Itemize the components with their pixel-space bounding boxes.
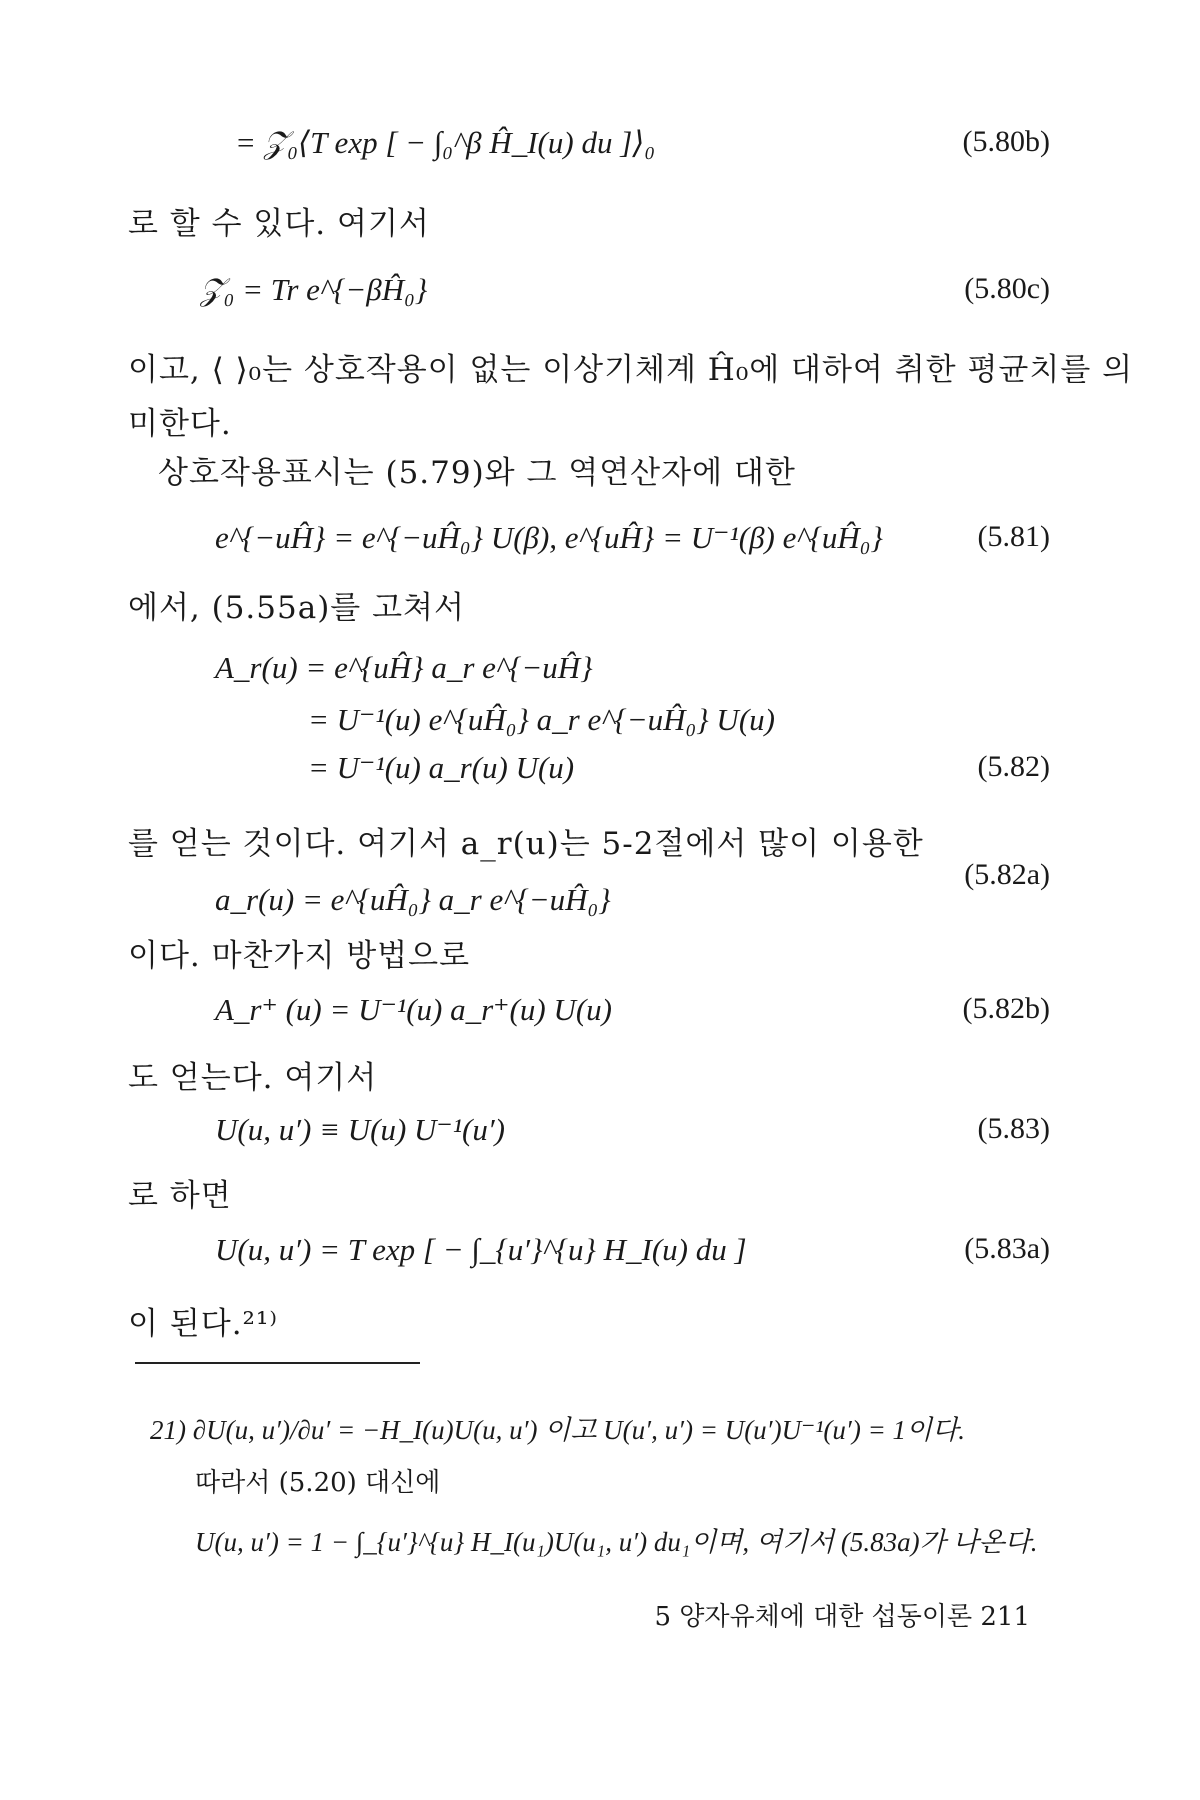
equation-number: (5.80c) [964,272,1050,305]
equation-5-82b: A_r⁺ (u) = U⁻¹(u) a_r⁺(u) U(u) [215,992,612,1027]
footnote-line-1: 21) ∂U(u, u′)/∂u′ = −H_I(u)U(u, u′) 이고 U(u′, u′) = U(u′)U⁻¹(u′) = 1이다. [150,1415,965,1445]
text-line: 를 얻는 것이다. 여기서 a_r(u)는 5-2절에서 많이 이용한 [128,826,924,862]
equation-number: (5.82a) [964,858,1050,891]
text-line: 미한다. [128,406,232,442]
equation-number: (5.82b) [962,992,1050,1025]
equation-number: (5.81) [977,520,1050,553]
footnote-line-3: U(u, u′) = 1 − ∫_{u′}^{u} H_I(u₁)U(u₁, u′) du₁이며, 여기서 (5.83a)가 나온다. [195,1527,1038,1557]
equation-5-81: e^{−uĤ} = e^{−uĤ₀} U(β), e^{uĤ} = U⁻¹(β) e^{uĤ₀} [215,520,883,555]
page-footer: 5 양자유체에 대한 섭동이론 211 [654,1602,1030,1632]
equation-number: (5.83) [977,1112,1050,1145]
equation-number: (5.83a) [964,1232,1050,1265]
equation-5-83: U(u, u′) ≡ U(u) U⁻¹(u′) [215,1112,505,1147]
equation-5-83a: U(u, u′) = T exp [ − ∫_{u′}^{u} H_I(u) du ] [215,1232,747,1267]
text-line: 로 하면 [128,1178,232,1214]
equation-number: (5.82) [977,750,1050,783]
text-line: 이고, ⟨ ⟩₀는 상호작용이 없는 이상기체계 Ĥ₀에 대하여 취한 평균치를 의 [128,352,1134,388]
text-line: 상호작용표시는 (5.79)와 그 역연산자에 대한 [158,455,796,491]
equation-5-82-line2: = U⁻¹(u) e^{uĤ₀} a_r e^{−uĤ₀} U(u) [308,702,775,737]
equation-5-80b: = 𝒵₀⟨T exp [ − ∫₀^β Ĥ_I(u) du ]⟩₀ [235,125,656,160]
text-line: 이다. 마찬가지 방법으로 [128,938,471,974]
equation-5-82a: a_r(u) = e^{uĤ₀} a_r e^{−uĤ₀} [215,882,611,917]
equation-5-80c: 𝒵₀ = Tr e^{−βĤ₀} [200,272,428,307]
footnote-line-2: 따라서 (5.20) 대신에 [195,1468,441,1498]
equation-5-82-line3: = U⁻¹(u) a_r(u) U(u) [308,750,575,785]
equation-5-82-line1: A_r(u) = e^{uĤ} a_r e^{−uĤ} [215,650,593,685]
text-line: 도 얻는다. 여기서 [128,1060,378,1096]
equation-number: (5.80b) [962,125,1050,158]
footnote-divider [135,1362,420,1364]
text-line: 로 할 수 있다. 여기서 [128,206,430,242]
text-line: 에서, (5.55a)를 고쳐서 [128,590,465,626]
text-line: 이 된다.²¹⁾ [128,1306,279,1342]
